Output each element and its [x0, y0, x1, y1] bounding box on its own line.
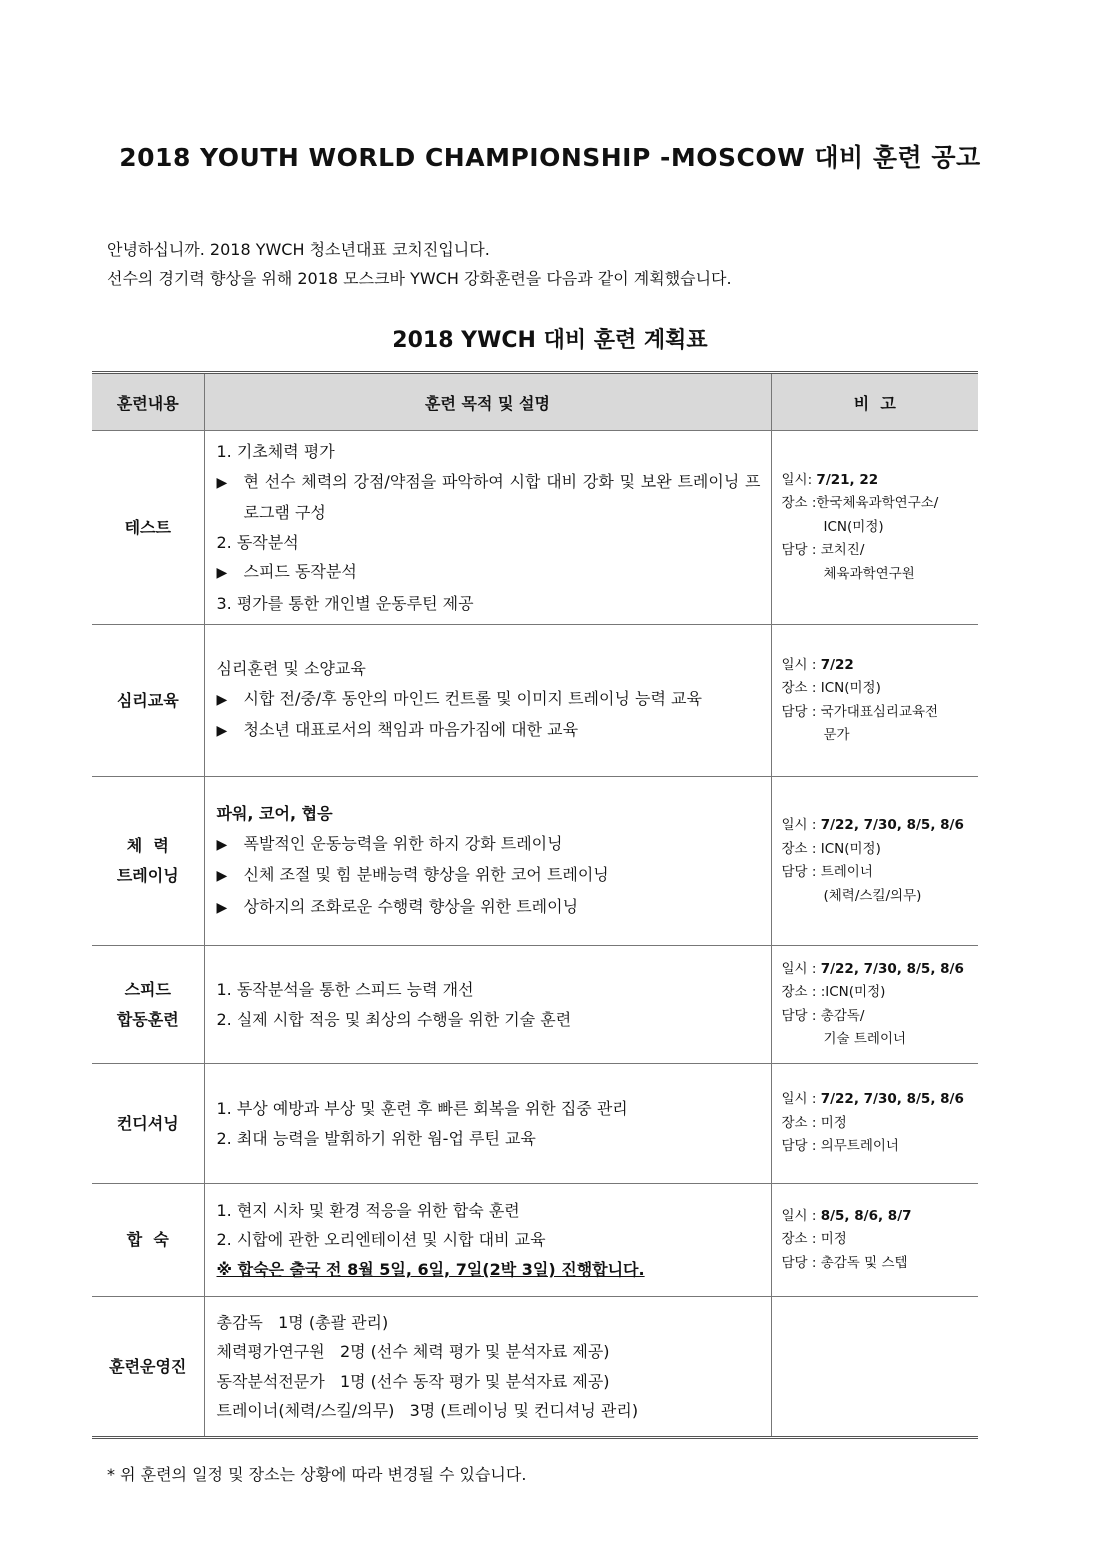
description-cell	[204, 625, 771, 777]
category-label: 심리교육	[116, 690, 179, 710]
remark-place: 장소 : 미정	[781, 1114, 847, 1131]
remark-manager: 담당 : 의무트레이너	[781, 1138, 899, 1155]
intro-plan-statement: 선수의 경기력 향상을 위해 2018 모스크바 YWCH 강화훈련을 다음과 같이 계획했습니다.	[107, 269, 732, 288]
camp-note: ※ 합숙은 출국 전 8월 5일, 6일, 7일(2박 3일) 진행합니다.	[216, 1259, 645, 1279]
remark-place: 장소 : ICN(미정)	[781, 680, 881, 696]
date-value: 7/22, 7/30, 8/5, 8/6	[820, 960, 964, 977]
category-cell	[92, 431, 204, 625]
remark-date	[782, 1088, 973, 1112]
header-remarks: 비 고	[771, 373, 978, 431]
remark-manager-cont: 문가	[823, 727, 850, 743]
training-plan-table	[92, 371, 978, 1439]
remark-cell	[771, 431, 978, 625]
remark-cell	[771, 946, 978, 1064]
desc-bullet: ▶ 폭발적인 운동능력을 위한 하지 강화 트레이닝	[217, 829, 761, 861]
desc-line: 1. 현지 시차 및 환경 적응을 위한 합숙 훈련	[216, 1200, 520, 1220]
desc-line: 1. 부상 예방과 부상 및 훈련 후 빠른 회복을 위한 집중 관리	[216, 1099, 628, 1118]
date-value: 7/22	[820, 656, 854, 673]
description-cell	[204, 1184, 771, 1297]
remark-date	[782, 958, 973, 982]
remark-date	[782, 469, 973, 493]
category-label: 트레이닝	[116, 866, 179, 885]
date-label: 일시 :	[781, 1207, 821, 1224]
remark-manager-cont: 체육과학연구원	[823, 565, 915, 582]
description-cell	[204, 946, 771, 1064]
remark-manager: 담당 : 트레이너	[781, 864, 873, 880]
header-purpose-description: 훈련 목적 및 설명	[204, 373, 771, 431]
desc-line: 1. 동작분석을 통한 스피드 능력 개선	[216, 980, 474, 999]
remark-manager: 담당 : 코치진/	[781, 542, 865, 559]
desc-line: 2. 시합에 관한 오리엔테이션 및 시합 대비 교육	[216, 1230, 546, 1250]
footnote: * 위 훈련의 일정 및 장소는 상황에 따라 변경될 수 있습니다.	[107, 1465, 527, 1484]
table-row-speed	[92, 946, 978, 1064]
description-cell	[204, 431, 771, 625]
category-label: 훈련운영진	[109, 1356, 187, 1376]
category-label: 컨디셔닝	[116, 1113, 179, 1133]
remark-cell	[771, 625, 978, 777]
remark-date	[782, 1205, 973, 1229]
desc-line: 2. 동작분석	[216, 532, 299, 552]
category-label: 합동훈련	[116, 1009, 179, 1029]
desc-heading: 파워, 코어, 협응	[216, 804, 333, 823]
date-label: 일시 :	[781, 1091, 821, 1108]
intro-greeting: 안녕하십니까. 2018 YWCH 청소년대표 코치진입니다.	[107, 240, 490, 259]
date-label: 일시:	[781, 471, 817, 488]
date-value: 8/5, 8/6, 8/7	[820, 1207, 912, 1224]
desc-line: 심리훈련 및 소양교육	[216, 659, 366, 679]
date-label: 일시 :	[781, 817, 821, 833]
desc-bullet: ▶ 시합 전/중/후 동안의 마인드 컨트롤 및 이미지 트레이닝 능력 교육	[217, 684, 761, 716]
staff-line: 체력평가연구원 2명 (선수 체력 평가 및 분석자료 제공)	[216, 1342, 610, 1361]
remark-manager: 담당 : 총감독 및 스텝	[781, 1254, 908, 1271]
desc-line: 2. 실제 시합 적응 및 최상의 수행을 위한 기술 훈련	[216, 1009, 572, 1029]
category-label: 체 력	[126, 836, 169, 855]
category-cell	[92, 1184, 204, 1297]
category-label: 스피드	[124, 979, 171, 999]
description-cell	[204, 1297, 771, 1438]
table-row-test	[92, 431, 978, 625]
remark-cell	[771, 1184, 978, 1297]
remark-cell-empty	[771, 1297, 978, 1438]
remark-place: 장소 :한국체육과학연구소/	[781, 495, 939, 512]
table-row-camp	[92, 1184, 978, 1297]
remark-cell	[771, 777, 978, 946]
remark-manager: 담당 : 총감독/	[781, 1007, 865, 1024]
table-header-row	[92, 373, 978, 431]
remark-place: 장소 : :ICN(미정)	[781, 984, 886, 1000]
category-cell	[92, 625, 204, 777]
remark-place-cont: ICN(미정)	[823, 518, 884, 535]
category-label: 테스트	[124, 517, 171, 537]
desc-line: 1. 기초체력 평가	[216, 442, 335, 461]
table-title: 2018 YWCH 대비 훈련 계획표	[392, 328, 708, 353]
date-value: 7/22, 7/30, 8/5, 8/6	[820, 817, 964, 833]
table-row-conditioning	[92, 1064, 978, 1184]
category-cell	[92, 777, 204, 946]
date-label: 일시 :	[781, 960, 821, 977]
desc-line: 3. 평가를 통한 개인별 운동루틴 제공	[216, 593, 474, 613]
desc-line: 2. 최대 능력을 발휘하기 위한 웜-업 루틴 교육	[216, 1128, 536, 1148]
remark-cell	[771, 1064, 978, 1184]
table-row-staff	[92, 1297, 978, 1438]
date-label: 일시 :	[781, 656, 821, 673]
description-cell	[204, 777, 771, 946]
date-value: 7/22, 7/30, 8/5, 8/6	[820, 1091, 964, 1108]
desc-bullet: ▶ 상하지의 조화로운 수행력 향상을 위한 트레이닝	[217, 892, 761, 924]
description-cell	[204, 1064, 771, 1184]
table-row-psychology	[92, 625, 978, 777]
header-training-content: 훈련내용	[92, 373, 204, 431]
remark-manager-cont: (체력/스킬/의무)	[823, 887, 922, 904]
remark-place: 장소 : ICN(미정)	[781, 840, 881, 857]
page-title: 2018 YOUTH WORLD CHAMPIONSHIP -MOSCOW 대비 훈련 공고	[119, 143, 981, 172]
remark-place: 장소 : 미정	[781, 1231, 847, 1248]
category-label: 합 숙	[126, 1230, 169, 1249]
category-cell	[92, 946, 204, 1064]
staff-line: 트레이너(체력/스킬/의무) 3명 (트레이닝 및 컨디셔닝 관리)	[216, 1401, 639, 1420]
category-cell	[92, 1064, 204, 1184]
table-row-fitness	[92, 777, 978, 946]
remark-date	[782, 814, 973, 838]
remark-manager: 담당 : 국가대표심리교육전	[781, 703, 939, 720]
desc-bullet: ▶ 스피드 동작분석	[217, 557, 761, 589]
category-cell	[92, 1297, 204, 1438]
desc-bullet: ▶ 신체 조절 및 힘 분배능력 향상을 위한 코어 트레이닝	[217, 860, 761, 892]
desc-bullet: ▶ 청소년 대표로서의 책임과 마음가짐에 대한 교육	[217, 715, 761, 747]
staff-line: 총감독 1명 (총괄 관리)	[216, 1312, 389, 1332]
desc-bullet: ▶ 현 선수 체력의 강점/약점을 파악하여 시합 대비 강화 및 보완 트레이닝 프로그램 구성	[217, 467, 761, 528]
remark-manager-cont: 기술 트레이너	[823, 1031, 907, 1047]
staff-line: 동작분석전문가 1명 (선수 동작 평가 및 분석자료 제공)	[216, 1371, 610, 1391]
remark-date	[782, 654, 973, 678]
date-value: 7/21, 22	[816, 471, 879, 488]
